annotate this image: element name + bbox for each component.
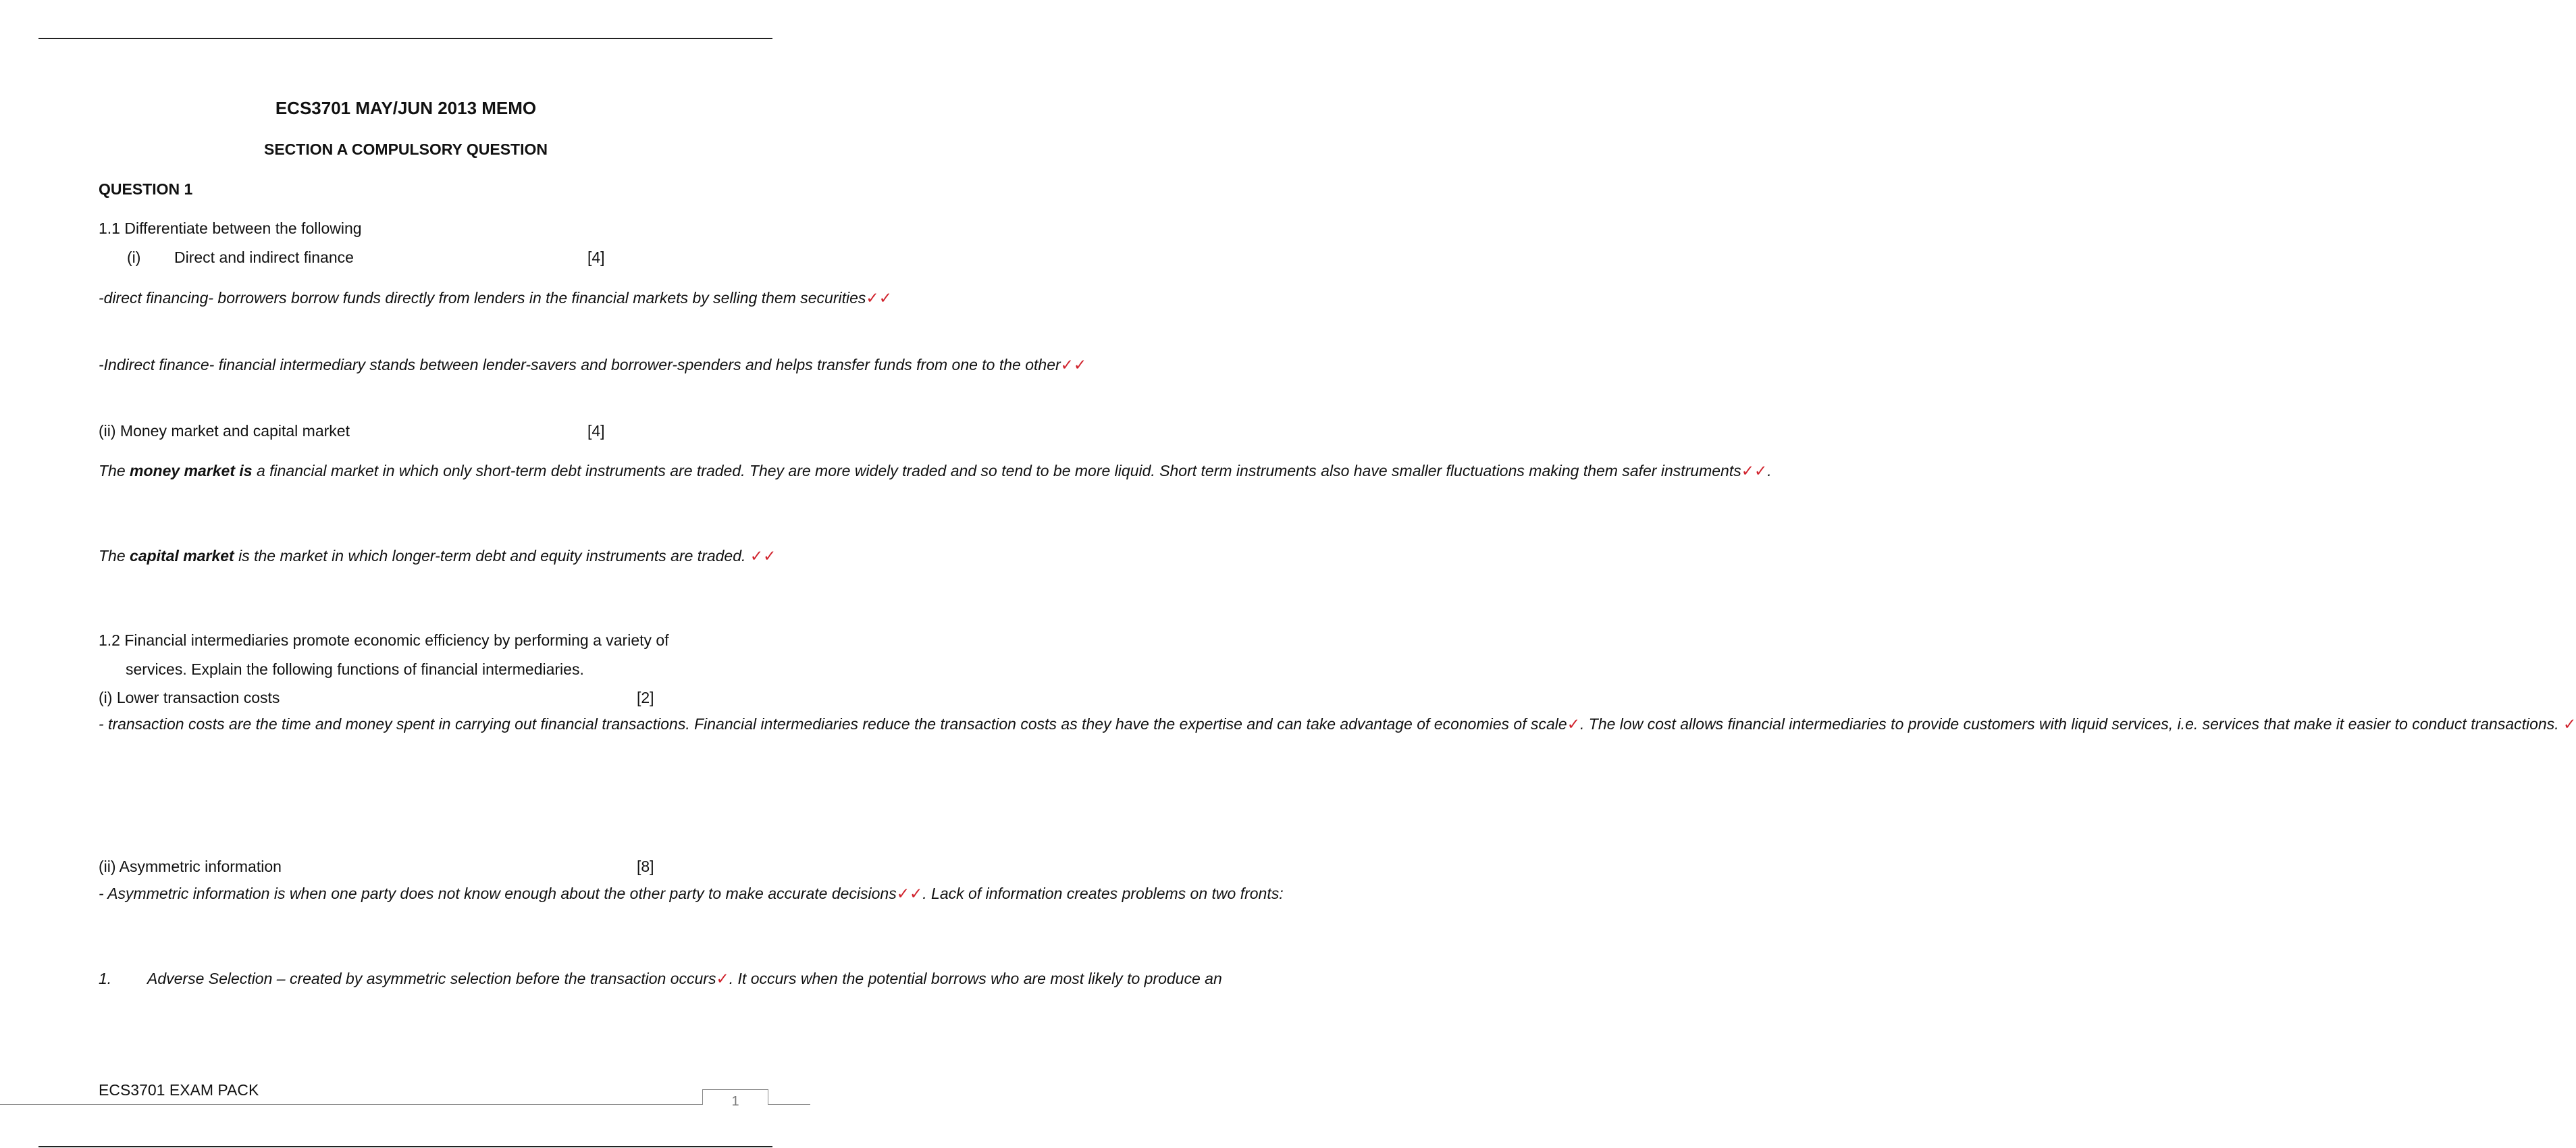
tick-mark: ✓✓ (866, 289, 892, 307)
q12-part-ii-marks: [8] (637, 858, 654, 875)
page-title: ECS3701 MAY/JUN 2013 MEMO (275, 98, 537, 118)
q11-part-ii-marks: [4] (587, 422, 605, 440)
q12-part-ii-label: (ii) Asymmetric information (99, 858, 282, 875)
list-item-adverse-selection: 1. Adverse Selection – created by asymmetric selection before the transaction occurs✓. It occurs when the potential borrows who are most likely to produce an (99, 970, 1222, 987)
q11-part-ii-label: (ii) Money market and capital market (99, 422, 350, 440)
answer-transaction-costs: - transaction costs are the time and money spent in carrying out financial transactions. Financial intermediaries reduce the transaction costs as they have the expertise and can take advantage of economies of scale✓. The low cost allows financial intermediaries to provide customers with liquid services, i.e. services that make it easier to conduct transactions. ✓ (99, 715, 2576, 733)
page-number: 1 (702, 1089, 768, 1105)
bottom-rule (38, 1146, 772, 1147)
tick-mark: ✓ (2563, 715, 2576, 733)
answer-money-market: The money market is a financial market in which only short-term debt instruments are traded. They are more widely traded and so tend to be more liquid. Short term instruments also have smaller fluctuations making them safer instruments✓✓. (99, 462, 1772, 479)
footer-rule (0, 1104, 702, 1105)
answer-direct-finance: -direct financing- borrowers borrow funds directly from lenders in the financial markets by selling them securities✓✓ (99, 289, 892, 307)
section-heading: SECTION A COMPULSORY QUESTION (264, 140, 548, 158)
tick-mark: ✓✓ (1060, 356, 1087, 373)
question-heading: QUESTION 1 (99, 180, 193, 198)
q11-stem: 1.1 Differentiate between the following (99, 219, 362, 237)
answer-asymmetric-information: - Asymmetric information is when one party does not know enough about the other party to make accurate decisions✓✓. Lack of information creates problems on two fronts: (99, 885, 1284, 902)
tick-mark: ✓ (1567, 715, 1580, 733)
q11-part-i-number: (i) (127, 249, 141, 266)
q12-stem-line2: services. Explain the following functions of financial intermediaries. (126, 660, 584, 678)
q11-part-i-marks: [4] (587, 249, 605, 266)
q12-stem-line1: 1.2 Financial intermediaries promote economic efficiency by performing a variety of (99, 631, 669, 649)
q12-part-i-marks: [2] (637, 689, 654, 706)
q11-part-i-label: Direct and indirect finance (174, 249, 354, 266)
q12-part-i-label: (i) Lower transaction costs (99, 689, 280, 706)
answer-indirect-finance: -Indirect finance- financial intermediary stands between lender-savers and borrower-spenders and helps transfer funds from one to the other✓✓ (99, 356, 1087, 373)
tick-mark: ✓✓ (1741, 462, 1768, 479)
top-rule (38, 38, 772, 39)
tick-mark: ✓ (716, 970, 729, 987)
tick-mark: ✓✓ (896, 885, 923, 902)
footer-rule-right (768, 1104, 810, 1105)
footer-label: ECS3701 EXAM PACK (99, 1081, 259, 1099)
tick-mark: ✓✓ (750, 547, 777, 565)
answer-capital-market: The capital market is the market in which longer-term debt and equity instruments are traded. ✓✓ (99, 547, 777, 565)
